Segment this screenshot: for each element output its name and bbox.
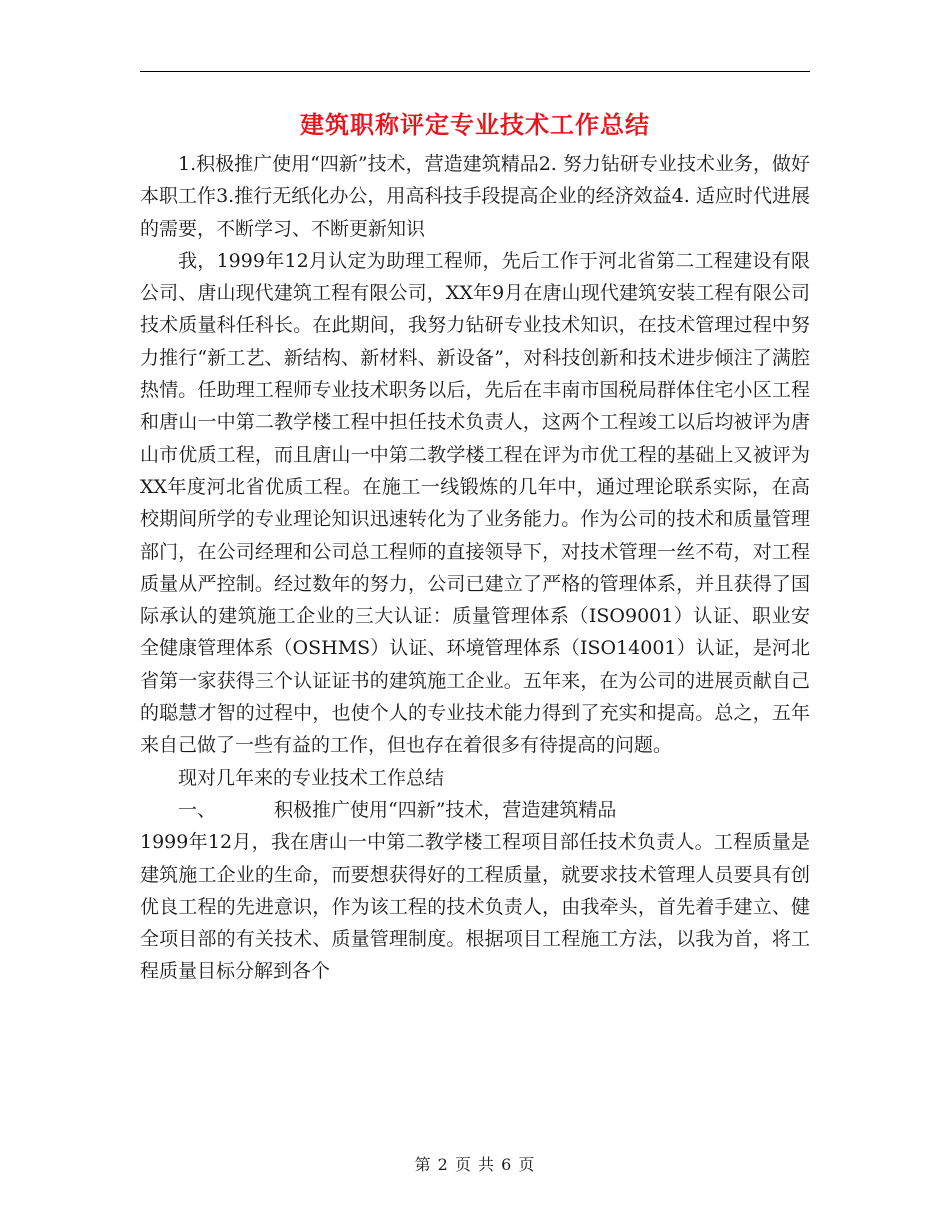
- section-one-paragraph: 1999年12月，我在唐山一中第二教学楼工程项目部任技术负责人。工程质量是建筑施工企业的生命，而要想获得好的工程质量，就要求技术管理人员要具有创优良工程的先进意识，作为该工程的技术负责人，由我牵头，首先着手建立、健全项目部的有关技术、质量管理制度。根据项目工程施工方法，以我为首，将工程质量目标分解到各个: [140, 831, 810, 983]
- summary-paragraph: 1.积极推广使用“四新”技术，营造建筑精品2. 努力钻研专业技术业务，做好本职工作3.推行无纸化办公，用高科技手段提高企业的经济效益4. 适应时代进展的需要，不断学习、不断更新知识: [140, 153, 810, 240]
- main-paragraph: 我，1999年12月认定为助理工程师，先后工作于河北省第二工程建设有限公司、唐山现代建筑工程有限公司，XX年9月在唐山现代建筑安装工程有限公司技术质量科任科长。在此期间，我努力钻研专业技术知识，在技术管理过程中努力推行“新工艺、新结构、新材料、新设备”，对科技创新和技术进步倾注了满腔热情。任助理工程师专业技术职务以后，先后在丰南市国税局群体住宅小区工程和唐山一中第二教学楼工程中担任技术负责人，这两个工程竣工以后均被评为唐山市优质工程，而且唐山一中第二教学楼工程在评为市优工程的基础上又被评为XX年度河北省优质工程。在施工一线锻炼的几年中，通过理论联系实际，在高校期间所学的专业理论知识迅速转化为了业务能力。作为公司的技术和质量管理部门，在公司经理和公司总工程师的直接领导下，对技术管理一丝不苟，对工程质量从严控制。经过数年的努力，公司已建立了严格的管理体系，并且获得了国际承认的建筑施工企业的三大认证：质量管理体系（ISO9001）认证、职业安全健康管理体系（OSHMS）认证、环境管理体系（ISO14001）认证，是河北省第一家获得三个认证证书的建筑施工企业。五年来，在为公司的进展贡献自己的聪慧才智的过程中，也使个人的专业技术能力得到了充实和提高。总之，五年来自己做了一些有益的工作，但也存在着很多有待提高的问题。: [140, 249, 810, 757]
- page-footer: 第 2 页 共 6 页: [414, 1155, 536, 1174]
- section-heading: [140, 794, 810, 826]
- section-number: 一、: [178, 798, 217, 821]
- document-body: [140, 148, 810, 988]
- header-rule: [140, 71, 810, 72]
- intro-paragraph: 现对几年来的专业技术工作总结: [178, 766, 445, 789]
- document-title: 建筑职称评定专业技术工作总结: [300, 110, 650, 139]
- section-title: 积极推广使用“四新”技术，营造建筑精品: [274, 798, 617, 821]
